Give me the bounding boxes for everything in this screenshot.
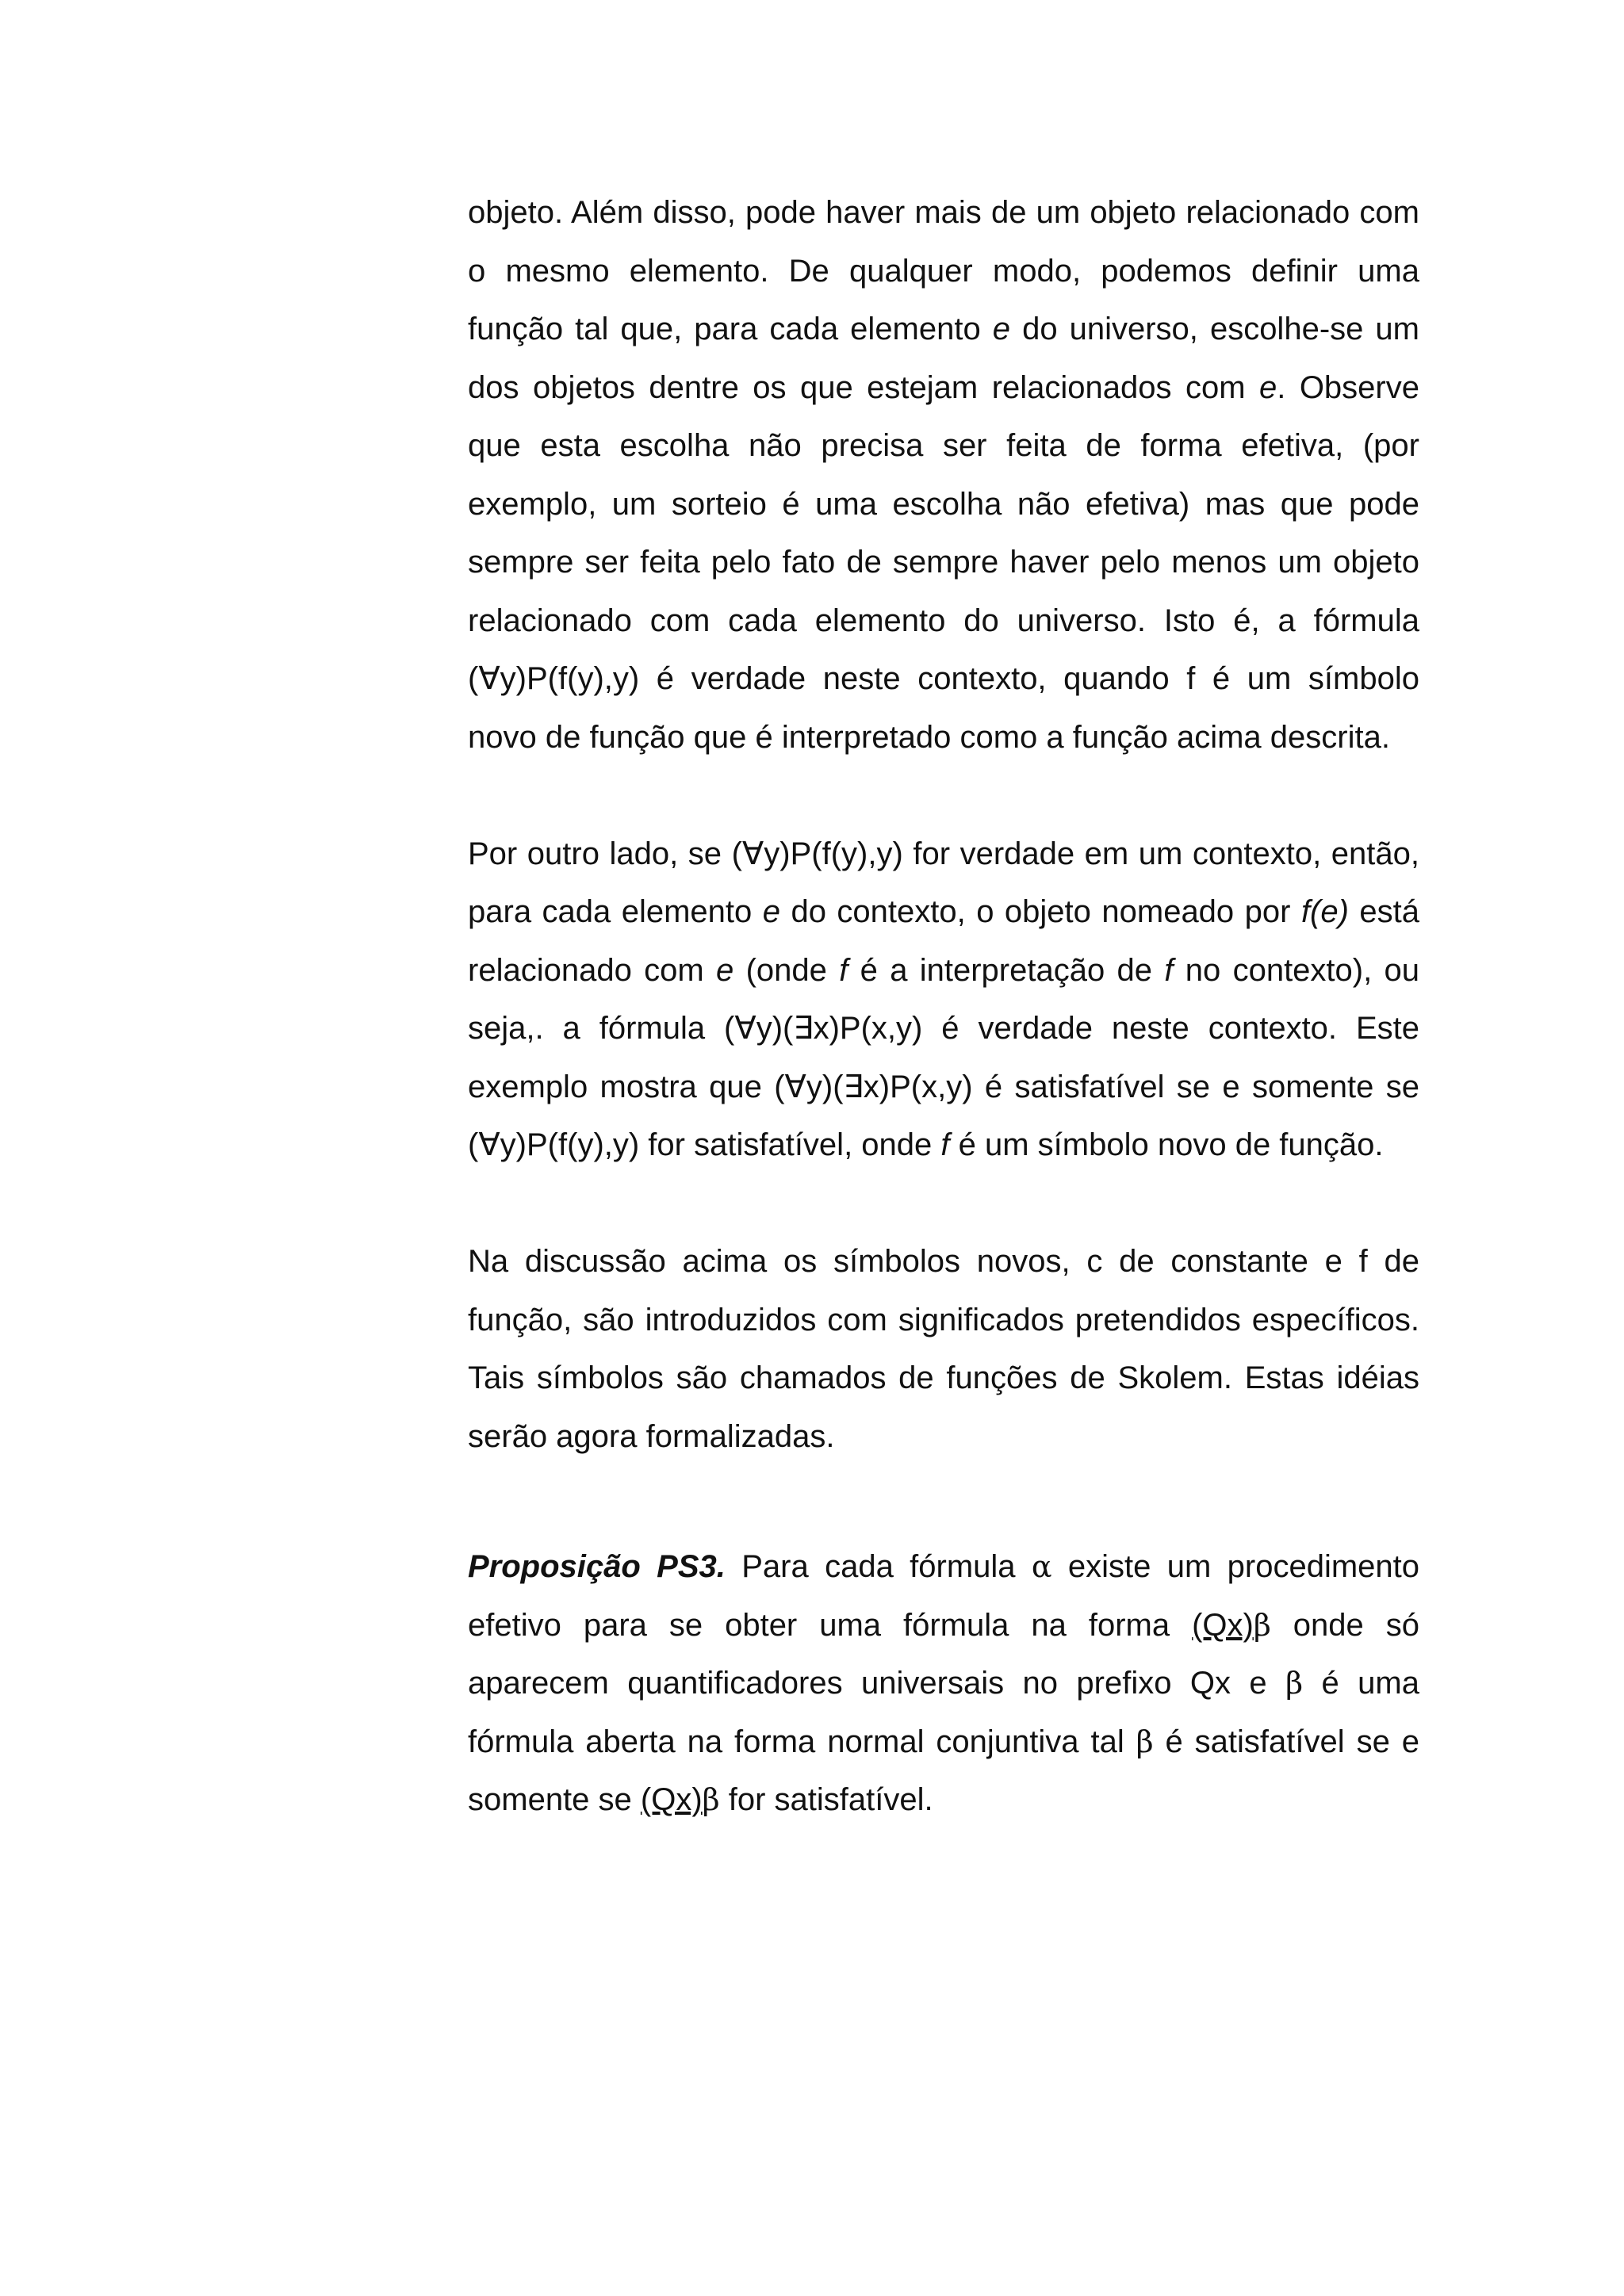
italic-var: e [1259, 369, 1277, 405]
italic-var: e [716, 952, 734, 988]
alpha-symbol: α [1031, 1549, 1052, 1584]
italic-var: f(e) [1300, 894, 1349, 929]
paragraph-1 [468, 184, 1419, 767]
paragraph-2 [468, 825, 1419, 1175]
beta-symbol: β [1253, 1607, 1271, 1643]
text: Para cada fórmula [725, 1549, 1032, 1584]
paragraph-3: Na discussão acima os símbolos novos, c de constante e f de função, são introduzidos com significados pretendidos específicos. Tais símbolos são chamados de funções de Skolem. Estas idéias serão agora formalizadas. [468, 1244, 1419, 1454]
text: é a interpretação de [848, 952, 1165, 988]
italic-var: f [839, 952, 848, 988]
text: Por outro lado, se (∀y)P(f(y),y) for verdade em um contexto, então, para cada elemento [468, 836, 1419, 929]
text: está relacionado com [468, 894, 1420, 988]
text: é um símbolo novo de função. [949, 1127, 1384, 1162]
proposition-title: Proposição PS3. [468, 1549, 726, 1584]
beta-symbol: β [702, 1782, 720, 1817]
text: onde só aparecem quantificadores universais no prefixo Qx e [468, 1607, 1419, 1701]
quantifier-prefix: (Qx) [1192, 1607, 1254, 1643]
text: . Observe que esta escolha não precisa ser feita de forma efetiva, (por exemplo, um sorteio é uma escolha não efetiva) mas que pode sempre ser feita pelo fato de sempre haver pelo menos um objeto relacionado com cada elemento do universo. Isto é, a fórmula (∀y)P(f(y),y) é verdade neste contexto, quando f é um símbolo novo de função que é interpretado como a função acima descrita. [468, 369, 1419, 755]
italic-var: e [992, 312, 1011, 346]
beta-symbol: β [1136, 1724, 1154, 1759]
text: é uma fórmula aberta na forma normal conjuntiva tal [468, 1666, 1419, 1759]
page-body [468, 184, 1419, 1830]
text: é satisfatível se e somente se [468, 1724, 1419, 1817]
text: existe um procedimento efetivo para se obter uma fórmula na forma [468, 1549, 1420, 1643]
text: (onde [733, 952, 840, 988]
text: do universo, escolhe-se um dos objetos dentre os que estejam relacionados com [468, 312, 1419, 405]
text: for satisfatível. [719, 1782, 933, 1817]
italic-var: f [940, 1127, 950, 1162]
text: do contexto, o objeto nomeado por [780, 894, 1301, 929]
beta-symbol: β [1285, 1666, 1304, 1701]
italic-var: e [762, 894, 780, 929]
text: no contexto), ou seja,. a fórmula (∀y)(∃x)P(x,y) é verdade neste contexto. Este exemplo mostra que (∀y)(∃x)P(x,y) é satisfatível se e somente se (∀y)P(f(y),y) for satisfatível, onde [468, 952, 1420, 1162]
proposition-ps3 [468, 1538, 1419, 1830]
text: objeto. Além disso, pode haver mais de um objeto relacionado com o mesmo elemento. De qualquer modo, podemos definir uma função tal que, para cada elemento [468, 195, 1419, 346]
italic-var: f [1164, 952, 1174, 988]
quantifier-prefix: (Qx) [640, 1782, 703, 1817]
